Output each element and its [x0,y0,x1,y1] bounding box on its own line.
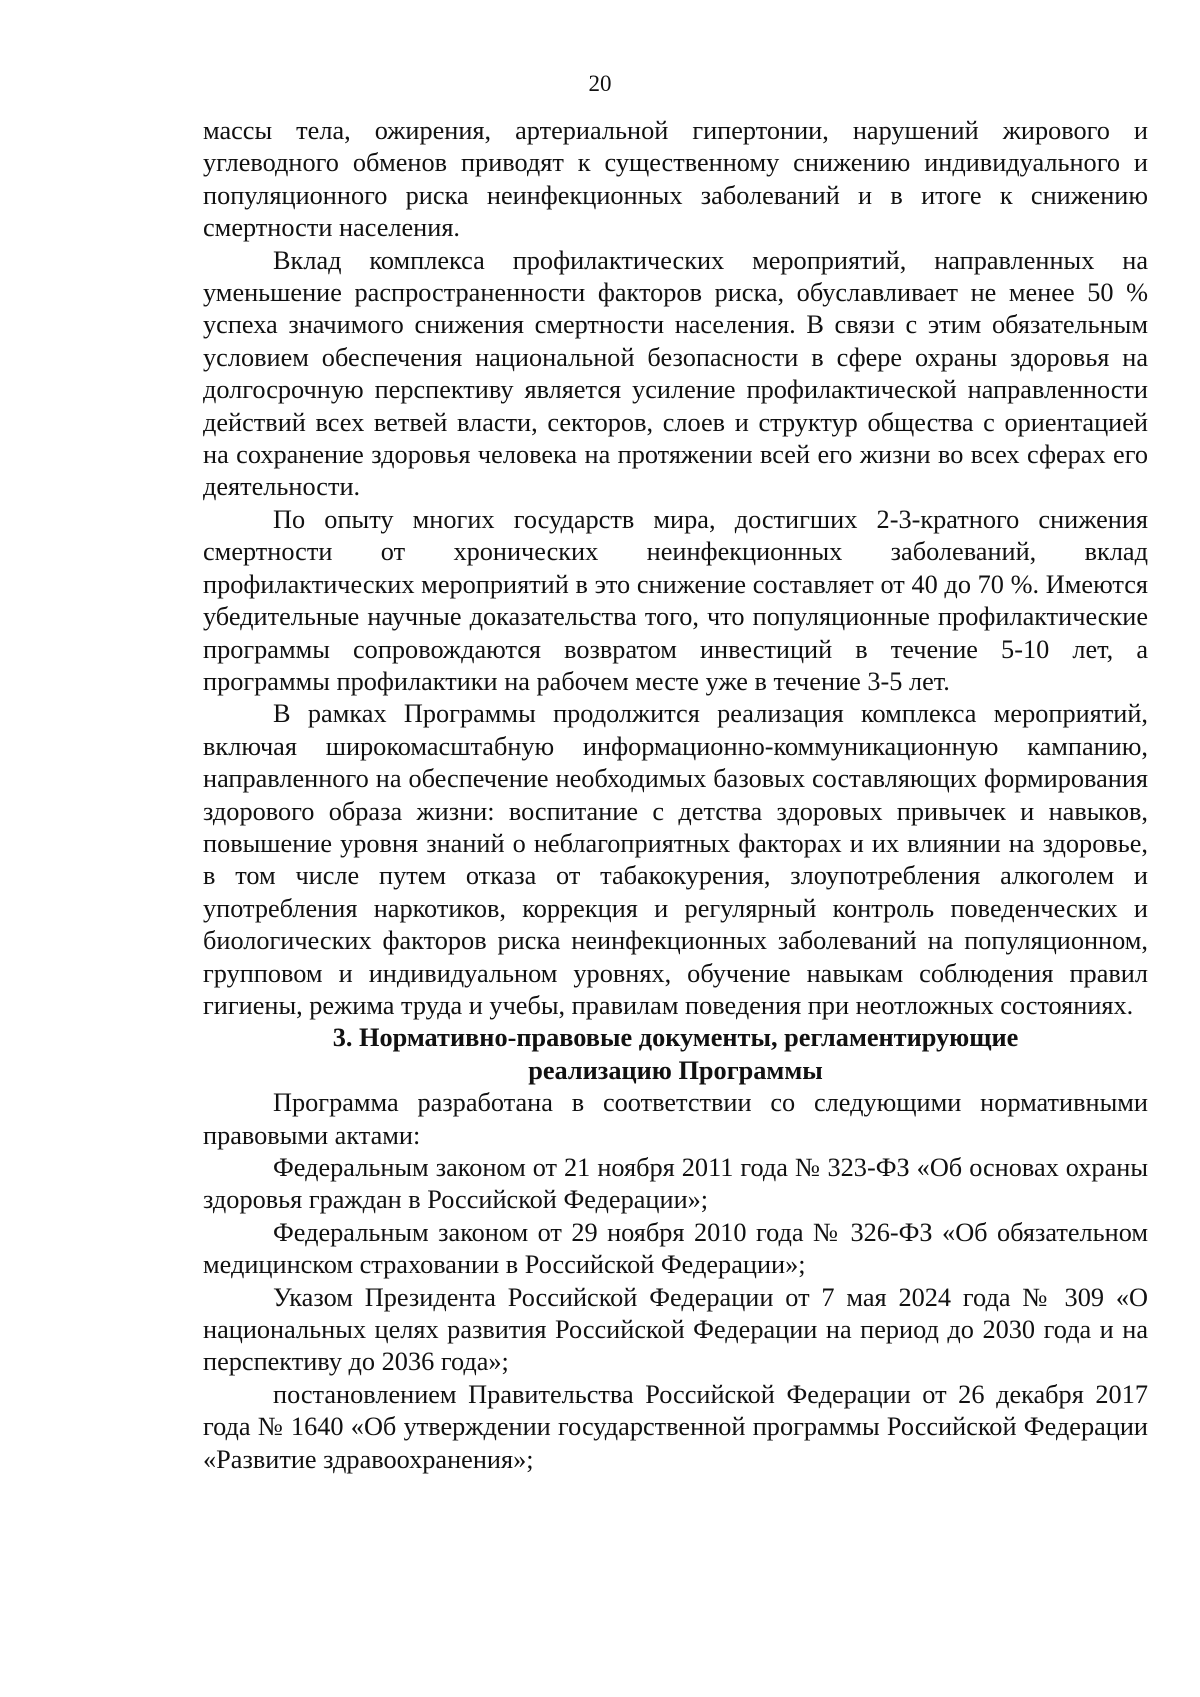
paragraph: массы тела, ожирения, артериальной гипертонии, нарушений жирового и углеводного обменов приводят к существенному снижению индивидуального и популяционного риска неинфекционных заболеваний и в итоге к снижению смертности населения. [203,116,1148,243]
page-number: 20 [588,71,612,96]
legal-act-item: Федеральным законом от 29 ноября 2010 года № 326-ФЗ «Об обязательном медицинском страховании в Российской Федерации»; [203,1217,1148,1280]
document-body [203,115,1148,1476]
section-heading [203,1022,1148,1087]
legal-act-item: постановлением Правительства Российской Федерации от 26 декабря 2017 года № 1640 «Об утверждении государственной программы Российской Федерации «Развитие здравоохранения»; [203,1379,1148,1474]
legal-act-item: Федеральным законом от 21 ноября 2011 года № 323-ФЗ «Об основах охраны здоровья граждан в Российской Федерации»; [203,1153,1148,1215]
legal-act-item: Указом Президента Российской Федерации от 7 мая 2024 года № 309 «О национальных целях развития Российской Федерации на период до 2030 года и на перспективу до 2036 года»; [203,1282,1148,1377]
paragraph: Программа разработана в соответствии со следующими нормативными правовыми актами: [203,1088,1148,1150]
paragraph: Вклад комплекса профилактических мероприятий, направленных на уменьшение распространенности факторов риска, обуславливает не менее 50 % успеха значимого снижения смертности населения. В связи с этим обязательным условием обеспечения национальной безопасности в сфере охраны здоровья на долгосрочную перспективу является усиление профилактической направленности действий всех ветвей власти, секторов, слоев и структур общества с ориентацией на сохранение здоровья человека на протяжении всей его жизни во всех сферах его деятельности. [203,245,1148,502]
section-heading-line-2: реализацию Программы [528,1055,823,1085]
section-heading-line-1: 3. Нормативно-правовые документы, регламентирующие [332,1023,1019,1053]
paragraph: В рамках Программы продолжится реализация комплекса мероприятий, включая широкомасштабную информационно-коммуникационную кампанию, направленного на обеспечение необходимых базовых составляющих формирования здорового образа жизни: воспитание с детства здоровых привычек и навыков, повышение уровня знаний о неблагоприятных факторах и их влиянии на здоровье, в том числе путем отказа от табакокурения, злоупотребления алкоголем и употребления наркотиков, коррекция и регулярный контроль поведенческих и биологических факторов риска неинфекционных заболеваний на популяционном, групповом и индивидуальном уровнях, обучение навыкам соблюдения правил гигиены, режима труда и учебы, правилам поведения при неотложных состояниях. [203,699,1148,1020]
paragraph: По опыту многих государств мира, достигших 2-3-кратного снижения смертности от хронических неинфекционных заболеваний, вклад профилактических мероприятий в это снижение составляет от 40 до 70 %. Имеются убедительные научные доказательства того, что популяционные профилактические программы сопровождаются возвратом инвестиций в течение 5-10 лет, а программы профилактики на рабочем месте уже в течение 3-5 лет. [203,504,1148,696]
